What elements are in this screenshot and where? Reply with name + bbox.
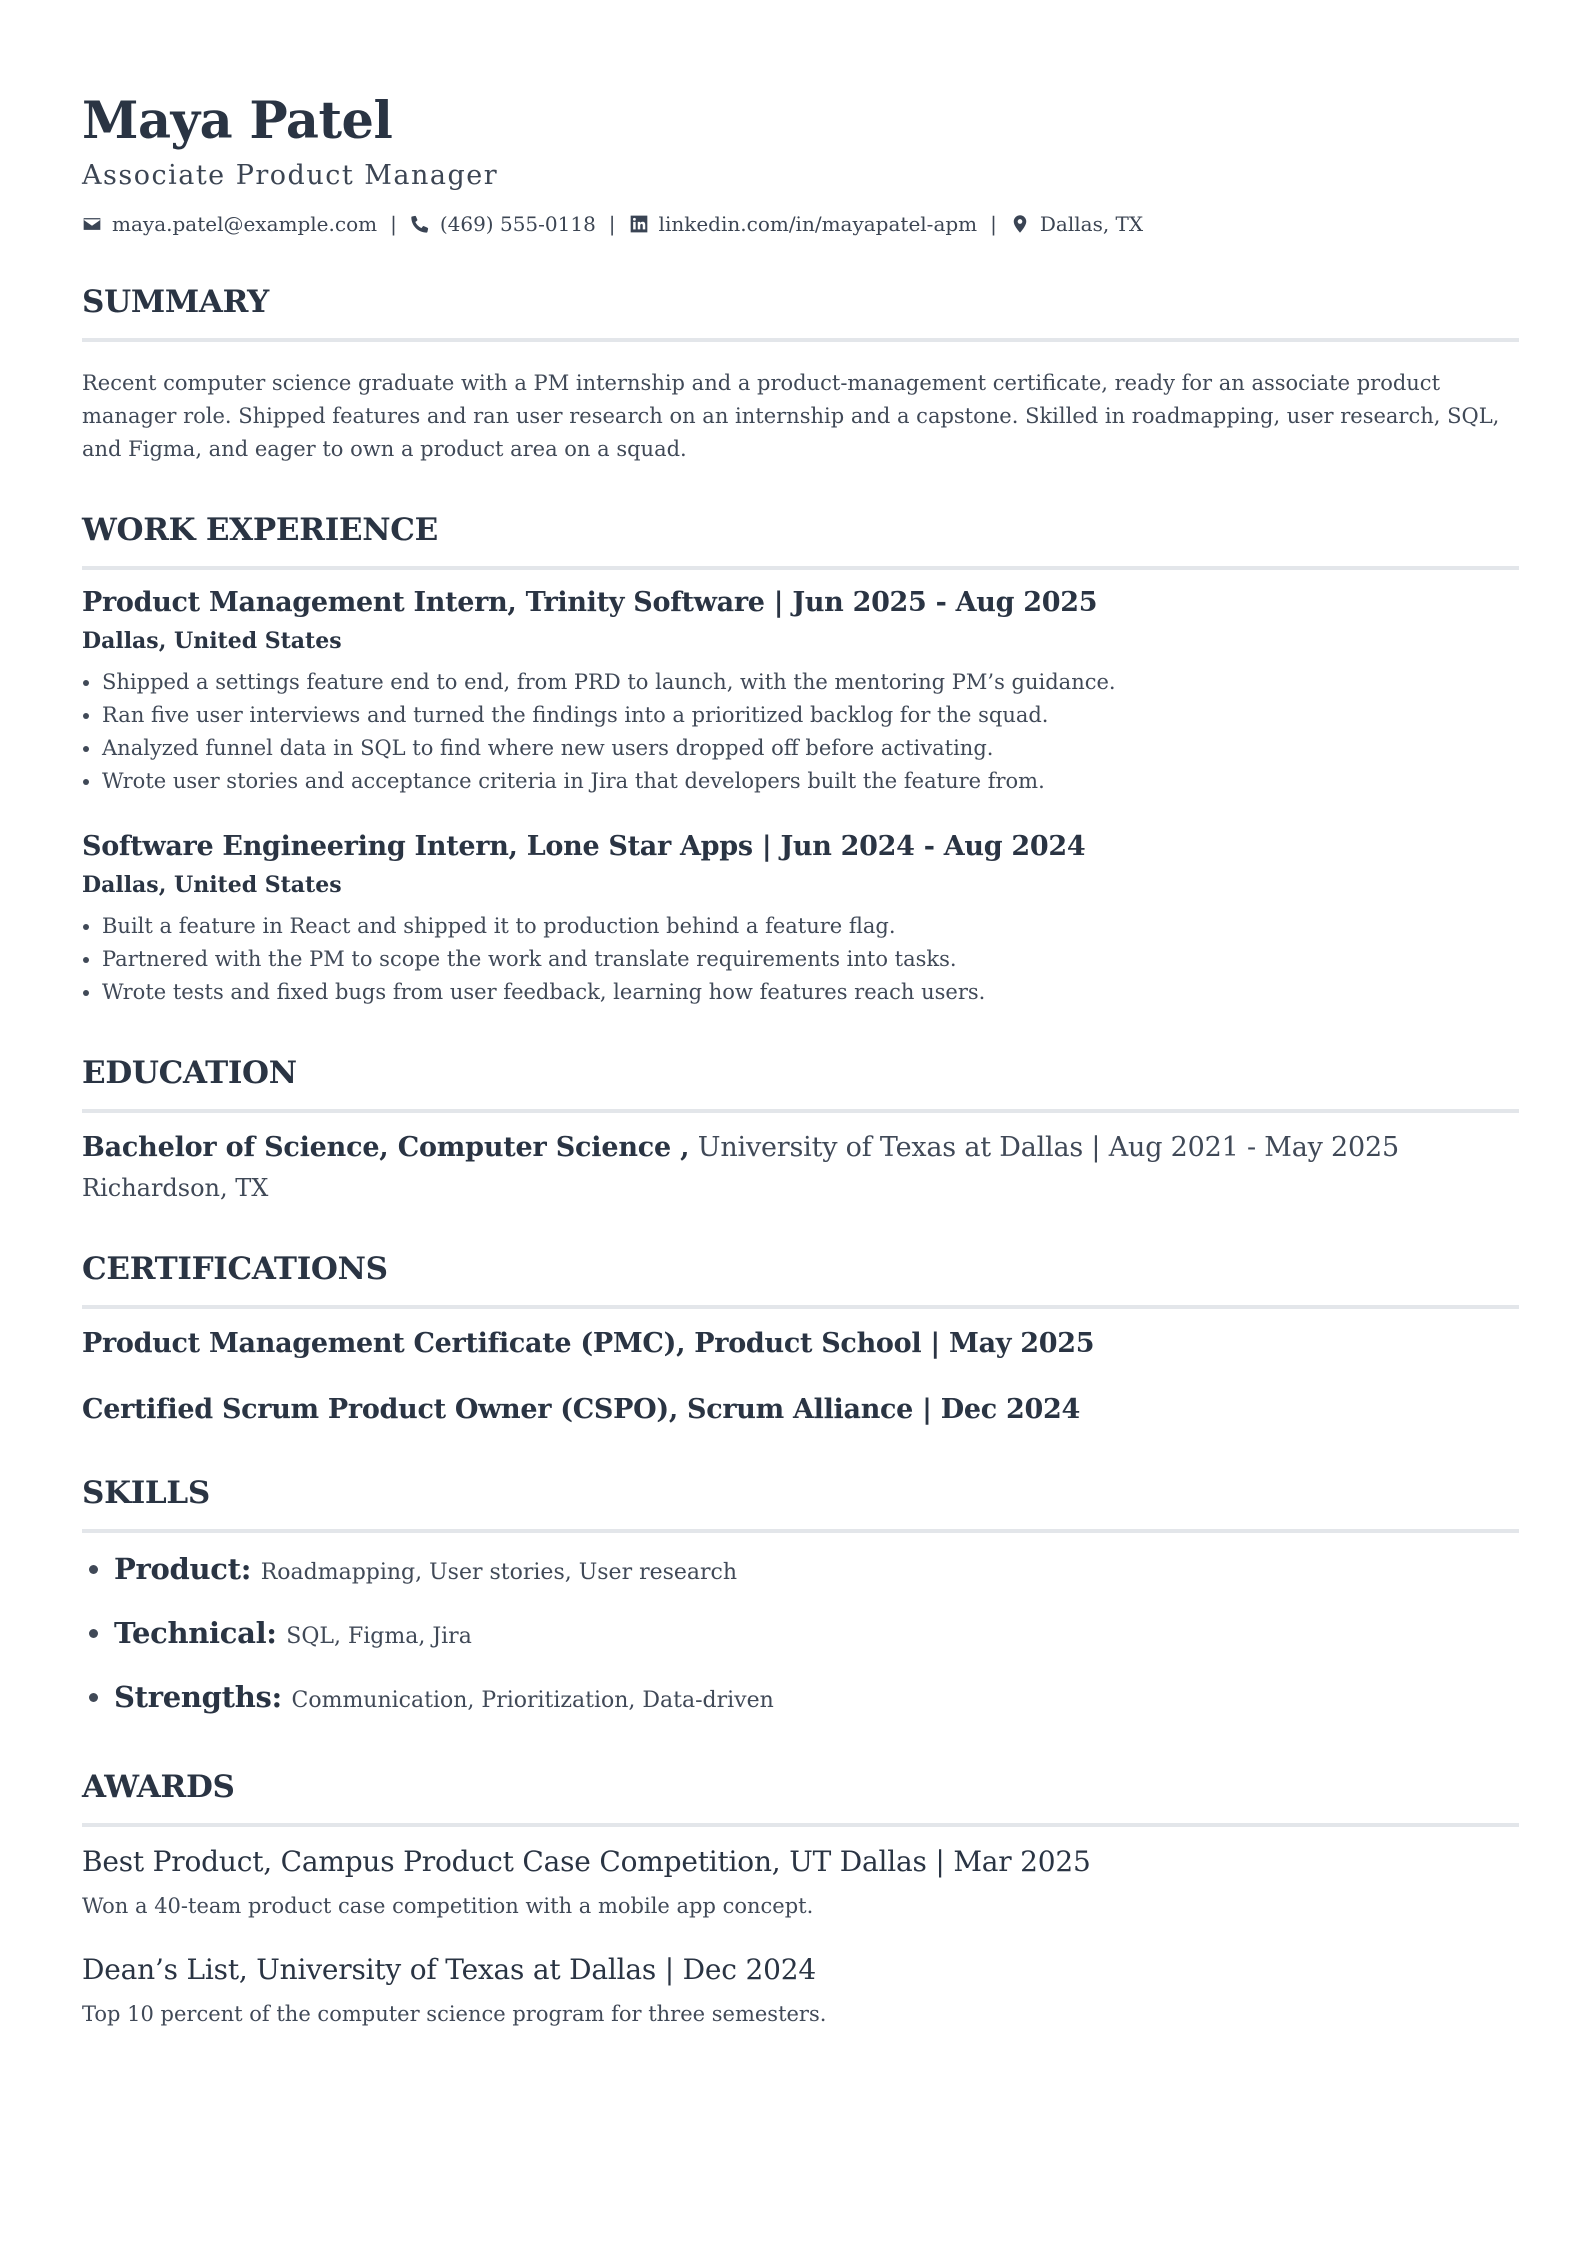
linkedin-icon [629,214,649,234]
award-heading: Dean’s List, University of Texas at Dallas | Dec 2024 [82,1953,816,1986]
candidate-title: Associate Product Manager [82,160,499,191]
resume-header [82,88,1519,238]
section-divider [82,1305,1519,1309]
section-heading: SUMMARY [82,284,269,320]
award-entry [82,1951,1519,2029]
award-description: Top 10 percent of the computer science program for three semesters. [82,2002,827,2026]
list-item: • Built a feature in React and shipped it to production behind a feature flag. [102,910,1519,943]
job-heading: Software Engineering Intern, Lone Star Apps | Jun 2024 - Aug 2024 [82,831,1086,862]
linkedin-text: linkedin.com/in/mayapatel-apm [658,212,978,236]
education-section [82,1053,1519,1205]
education-location: Richardson, TX [82,1174,269,1202]
contact-location [1010,210,1143,238]
map-pin-icon [1010,214,1030,234]
job-location: Dallas, United States [82,628,342,654]
candidate-name: Maya Patel [82,91,393,151]
job-entry [82,584,1519,798]
certification-item: Certified Scrum Product Owner (CSPO), Scrum Alliance | Dec 2024 [82,1394,1080,1425]
summary-section [82,282,1519,466]
list-item: • Wrote tests and fixed bugs from user feedback, learning how features reach users. [102,976,1519,1009]
degree-name: Bachelor of Science, Computer Science , [82,1132,690,1163]
phone-icon [410,214,430,234]
contact-line [82,210,1519,238]
summary-text: Recent computer science graduate with a PM internship and a product-management certificate, ready for an associate product manager role. Shipped features and ran user research on an internship and a capstone. Skilled in roadmapping, user research, SQL, and Figma, and eager to own a product area on a squad. [82,371,1500,461]
skills-section [82,1473,1519,1723]
skill-values: SQL, Figma, Jira [286,1624,472,1649]
contact-email[interactable] [82,210,377,238]
section-heading: CERTIFICATIONS [82,1251,388,1287]
list-item [114,1611,1519,1659]
contact-separator: | [608,212,616,236]
section-heading: WORK EXPERIENCE [82,512,438,548]
section-heading: EDUCATION [82,1055,297,1091]
phone-text: (469) 555-0118 [439,212,596,236]
job-bullets [82,910,1519,1009]
envelope-icon [82,214,102,234]
awards-section [82,1767,1519,2029]
list-item: • Wrote user stories and acceptance criteria in Jira that developers built the feature from. [102,765,1519,798]
list-item: • Ran five user interviews and turned the findings into a prioritized backlog for the squad. [102,699,1519,732]
education-details: University of Texas at Dallas | Aug 2021 - May 2025 [697,1132,1399,1163]
award-entry [82,1843,1519,1921]
skills-list [82,1547,1519,1723]
list-item [114,1675,1519,1723]
award-heading: Best Product, Campus Product Case Competition, UT Dallas | Mar 2025 [82,1845,1091,1878]
job-entry [82,828,1519,1009]
certifications-section [82,1249,1519,1429]
skill-category: Product: [114,1552,252,1586]
skill-category: Technical: [114,1616,277,1650]
experience-section [82,510,1519,1009]
section-divider [82,1529,1519,1533]
contact-separator: | [390,212,397,236]
section-heading: AWARDS [82,1769,235,1805]
job-bullets [82,666,1519,798]
section-divider [82,1823,1519,1827]
job-location: Dallas, United States [82,872,342,898]
list-item: • Shipped a settings feature end to end, from PRD to launch, with the mentoring PM’s guidance. [102,666,1519,699]
email-text: maya.patel@example.com [112,212,378,236]
award-description: Won a 40-team product case competition with a mobile app concept. [82,1894,814,1918]
job-heading: Product Management Intern, Trinity Software | Jun 2025 - Aug 2025 [82,587,1098,618]
contact-phone[interactable] [410,210,596,238]
education-entry [82,1129,1519,1167]
skill-category: Strengths: [114,1680,282,1714]
skill-values: Communication, Prioritization, Data-driven [291,1688,774,1713]
contact-separator: | [990,212,997,236]
list-item: • Analyzed funnel data in SQL to find where new users dropped off before activating. [102,732,1519,765]
contact-linkedin[interactable] [629,210,978,238]
list-item: • Partnered with the PM to scope the work and translate requirements into tasks. [102,943,1519,976]
section-divider [82,1109,1519,1113]
location-text: Dallas, TX [1039,212,1144,236]
section-divider [82,338,1519,342]
list-item [114,1547,1519,1595]
skill-values: Roadmapping, User stories, User research [260,1560,738,1585]
section-divider [82,566,1519,570]
certification-item: Product Management Certificate (PMC), Product School | May 2025 [82,1328,1095,1359]
section-heading: SKILLS [82,1475,211,1511]
